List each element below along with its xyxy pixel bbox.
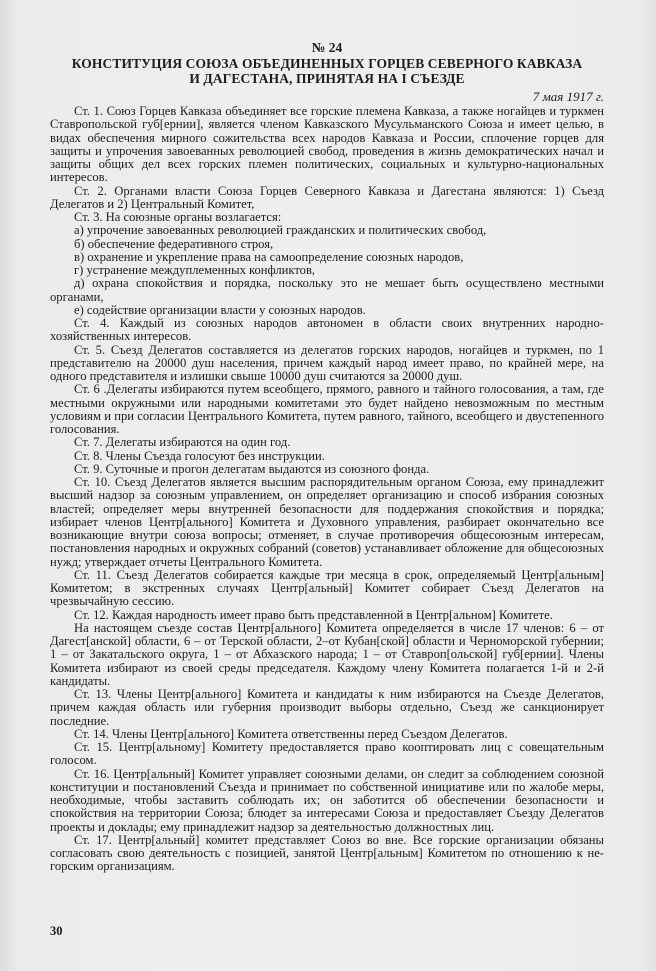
- article-4: Ст. 4. Каждый из союзных народов автономен в области своих внутренних народно-хозяйственных интересов.: [50, 316, 604, 344]
- article-12: Ст. 12. Каждая народность имеет право быть представленной в Центр[альном] Комитете.: [74, 607, 553, 622]
- article-6: Ст. 6 .Делегаты избираются путем всеобщего, прямого, равного и тайного голосования, а там, где местными окружными или народными комитетами это будет найдено невозможным по местным условиям и при согласии Центрального Комитета, путем равного, тайного, всеобщего и двустепенного голосования.: [50, 382, 604, 436]
- article-5: Ст. 5. Съезд Делегатов составляется из делегатов горских народов, ногайцев и туркмен, по 1 представителю на 20000 душ населения, причем каждый народ имеет право, по крайней мере, на одного представителя и излишки свыше 10000 душ считаются за 20000 душ.: [50, 342, 604, 383]
- article-15: Ст. 15. Центр[альному] Комитету предоставляется право кооптировать лиц с совещательным голосом.: [50, 740, 604, 768]
- article-10: Ст. 10. Съезд Делегатов является высшим распорядительным органом Союза, ему принадлежит высший надзор за союзным управлением, он определяет организацию и способ избрания союзных властей; определяет меры внутренней безопасности для поддержания спокойствия и порядка; избирает членов Центр[ального] Комитета и Духовного управления, разбирает окончательно все возникающие внутри союза вопросы; отменяет, в случае противоречия общесоюзным интересам, постановления народных и окружных собраний (советов) устанавливает обложение для общесоюзных нужд; утверждает отчеты Центрального Комитета.: [50, 475, 604, 569]
- article-14: Ст. 14. Члены Центр[ального] Комитета ответственны перед Съездом Делегатов.: [74, 726, 508, 741]
- article-1: Ст. 1. Союз Горцев Кавказа объединяет все горские племена Кавказа, а также ногайцев и туркмен Ставропольской губ[ернии], является членом Кавказского Мусульманского Союза и имеет целью, в видах обеспечения мирного сожительства всех народов Кавказа и России, сплочение горцев для защиты и упрочения завоеванных революцией свобод, проведения в жизнь демократических начал и защиты общих дел всех горских племен политических, социальных и культурно-национальных интересов.: [50, 104, 604, 185]
- article-3-item-f: е) содействие организации власти у союзных народов.: [74, 302, 366, 317]
- document-body: [50, 105, 604, 874]
- document-number: № 24: [311, 40, 343, 55]
- article-13: Ст. 13. Члены Центр[ального] Комитета и кандидаты к ним избираются на Съезде Делегатов, причем каждая область или губерния производит выборы отдельно, Съезд же санкционирует последние.: [50, 687, 604, 728]
- article-2: Ст. 2. Органами власти Союза Горцев Северного Кавказа и Дагестана являются: 1) Съезд Делегатов и 2) Центральный Комитет,: [50, 183, 604, 211]
- page-number: 30: [50, 924, 63, 938]
- article-9: Ст. 9. Суточные и прогон делегатам выдаются из союзного фонда.: [74, 461, 430, 476]
- document-title: [50, 56, 604, 86]
- article-3-item-c: в) охранение и укрепление права на самоопределение союзных народов,: [74, 249, 464, 264]
- title-line-2: И ДАГЕСТАНА, ПРИНЯТАЯ НА I СЪЕЗДЕ: [189, 71, 465, 86]
- article-12-composition: На настоящем съезде состав Центр[ального] Комитета определяется в числе 17 членов: 6 – от Дагест[анской] области, 6 – от Терской области, 2–от Кубан[ской] области и Черноморской губернии; 1 – от Закатальского округа, 1 – от Абхазского народа; 1 – от Ставроп[ольской] губ[ернии]. Члены Комитета избирают из своей среды председателя. Каждому члену Комитета полагается 1-й и 2-й кандидаты.: [50, 620, 604, 688]
- article-3-item-b: б) обеспечение федеративного строя,: [74, 236, 274, 251]
- article-3-item-a: а) упрочение завоеванных революцией гражданских и политических свобод,: [74, 223, 487, 238]
- document-date: 7 мая 1917 г.: [532, 89, 604, 104]
- article-8: Ст. 8. Члены Съезда голосуют без инструкции.: [74, 448, 325, 463]
- article-7: Ст. 7. Делегаты избираются на один год.: [74, 435, 291, 450]
- title-line-1: КОНСТИТУЦИЯ СОЮЗА ОБЪЕДИНЕННЫХ ГОРЦЕВ СЕВЕРНОГО КАВКАЗА: [71, 56, 583, 71]
- article-16: Ст. 16. Центр[альный] Комитет управляет союзными делами, он следит за соблюдением союзной конституции и постановлений Съезда и принимает по собственной инициативе или по жалобе меры, необходимые, чтобы заставить соблюдать их; он заботится об обеспечении безопасности и спокойствия на территории Союза; блюдет за интересами Союза и предоставляет Съезду Делегатов проекты и доклады; ему принадлежит надзор за деятельностью должностных лиц.: [50, 766, 604, 834]
- article-3: Ст. 3. На союзные органы возлагается:: [74, 210, 282, 224]
- article-17: Ст. 17. Центр[альный] комитет представляет Союз во вне. Все горские организации обязаны согласовать свою деятельность с позицией, занятой Центр[альным] Комитетом по отношению к не-горским организациям.: [50, 832, 604, 874]
- article-11: Ст. 11. Съезд Делегатов собирается каждые три месяца в срок, определяемый Центр[альным] Комитетом; в экстренных случаях Центр[альный] Комитет собирает Съезд Делегатов на чрезвычайную сессию.: [50, 567, 604, 609]
- article-3-item-e: д) охрана спокойствия и порядка, поскольку это не мешает быть осуществлено местными органами,: [50, 276, 604, 304]
- article-3-item-d: г) устранение междуплеменных конфликтов,: [74, 263, 316, 277]
